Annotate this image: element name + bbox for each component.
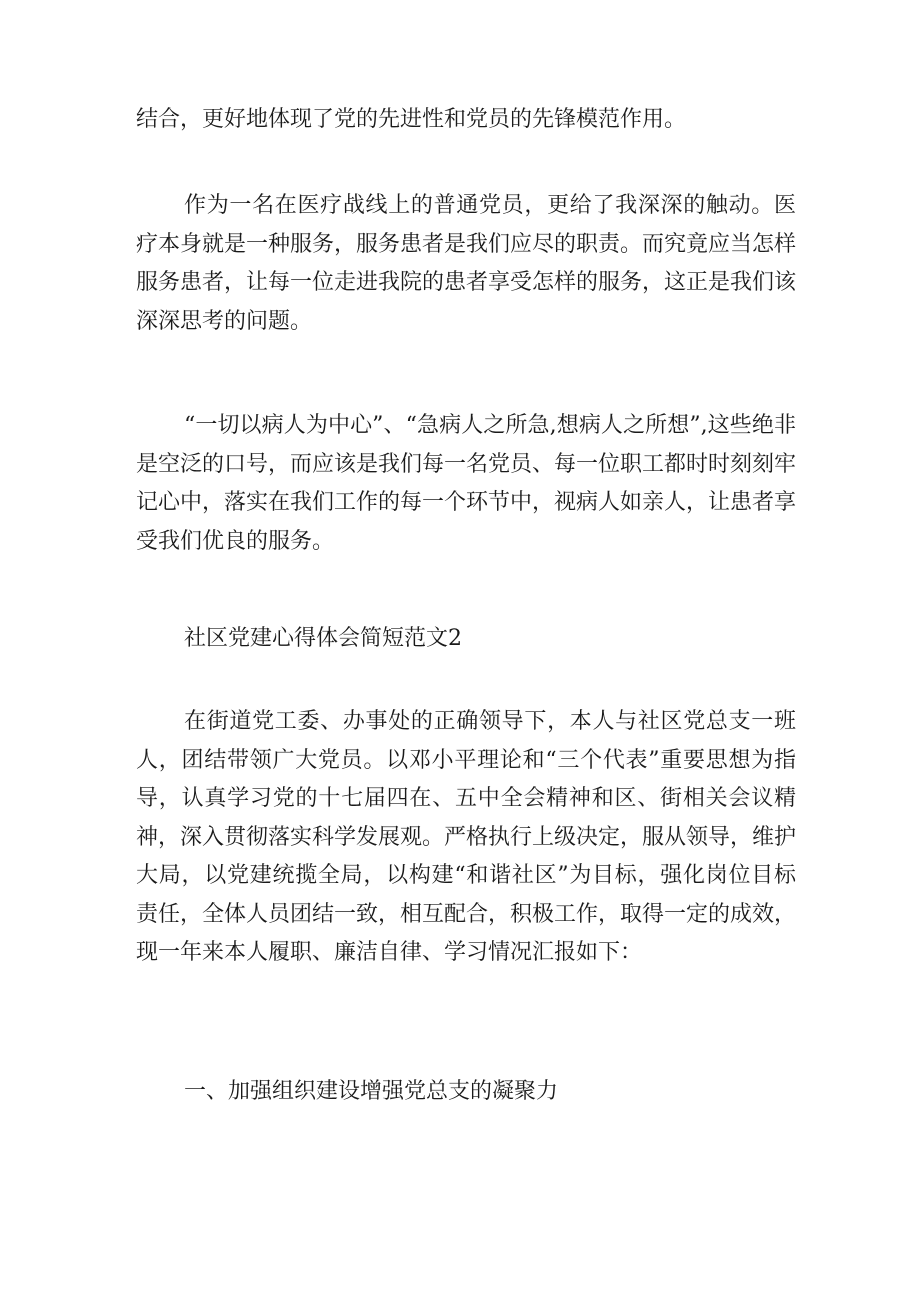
paragraph-report-intro: 在街道党工委、办事处的正确领导下，本人与社区党总支一班人，团结带领广大党员。以邓小平理论和“三个代表”重要思想为指导，认真学习党的十七届四在、五中全会精神和区、街相关会议精神，深入贯彻落实科学发展观。严格执行上级决定，服从领导，维护大局，以党建统揽全局，以构建“和谐社区”为目标，强化岗位目标责任，全体人员团结一致，相互配合，积极工作，取得一定的成效，现一年来本人履职、廉洁自律、学习情况汇报如下： — [136, 709, 797, 965]
paragraph-patient-centered: “一切以病人为中心”、“急病人之所急,想病人之所想”,这些绝非是空泛的口号，而应该是我们每一名党员、每一位职工都时时刻刻牢记心中，落实在我们工作的每一个环节中，视病人如亲人，让患者享受我们优良的服务。 — [136, 413, 797, 554]
section-heading: 一、加强组织建设增强党总支的凝聚力 — [184, 1079, 559, 1104]
paragraph-continuation: 结合，更好地体现了党的先进性和党员的先锋模范作用。 — [136, 107, 687, 132]
section-title: 社区党建心得体会简短范文2 — [184, 626, 462, 651]
paragraph-medical-service: 作为一名在医疗战线上的普通党员，更给了我深深的触动。医疗本身就是一种服务，服务患者是我们应尽的职责。而究竟应当怎样服务患者，让每一位走进我院的患者享受怎样的服务，这正是我们该深深思考的问题。 — [136, 193, 797, 334]
